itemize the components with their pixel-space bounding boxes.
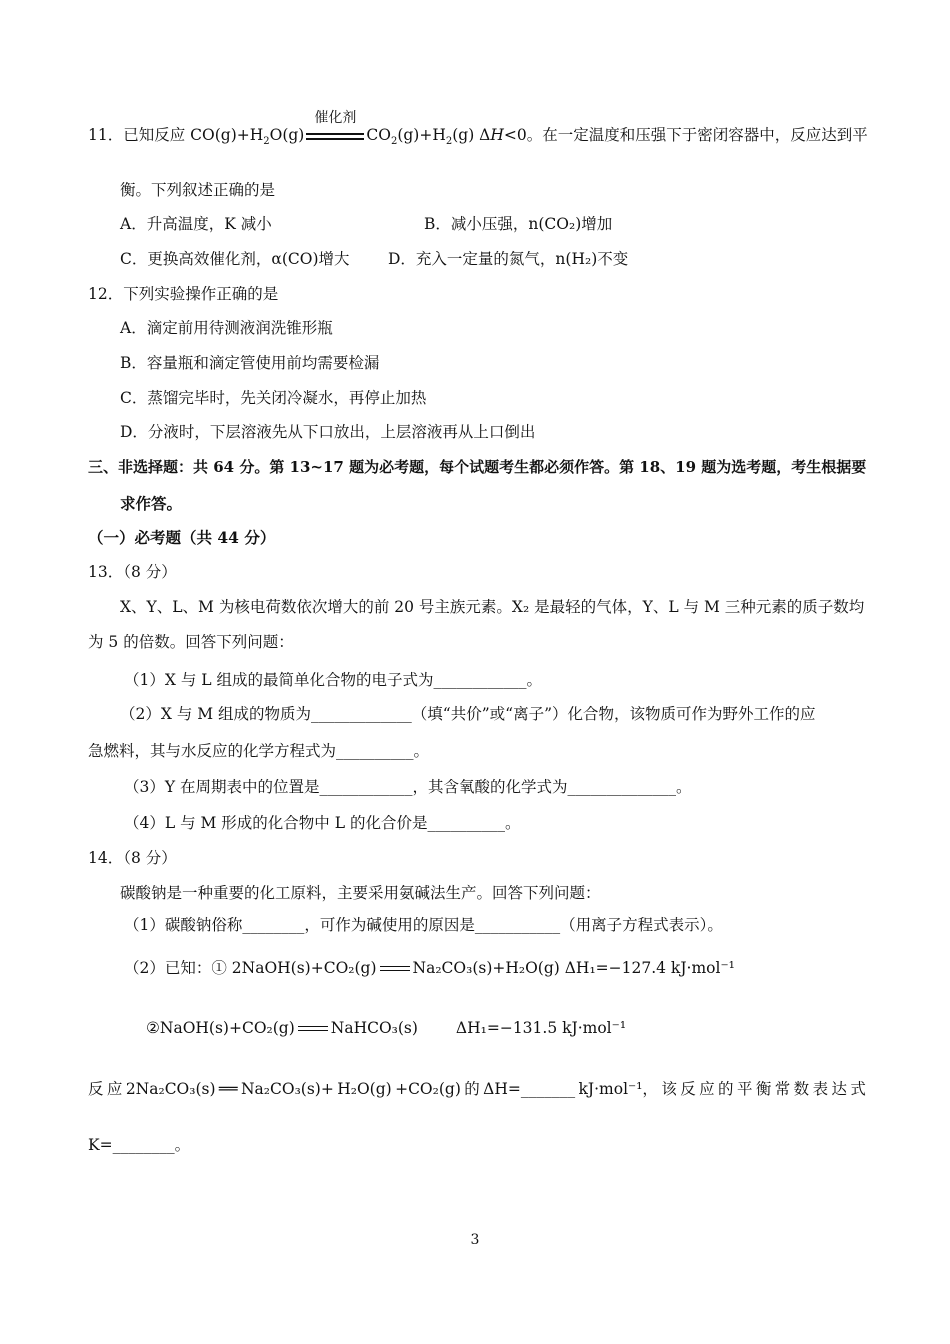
q13-part2: （2）X 与 M 组成的物质为_____________（填“共价”或“离子”）化合物，该物质可作为野外工作的应 <box>120 705 816 723</box>
page-number: 3 <box>470 1232 480 1248</box>
q14-part2-eq2: ②NaOH(s)+CO₂(g) NaHCO₃(s) ΔH₁=−131.5 kJ·mol⁻¹ <box>146 1019 627 1037</box>
q14-part1: （1）碳酸钠俗称________，可作为碱使用的原因是___________（用离子方程式表示）。 <box>124 916 723 934</box>
q14-stem: 碳酸钠是一种重要的化工原料，主要采用氨碱法生产。回答下列问题： <box>120 884 601 902</box>
reaction-token: 该 <box>661 1080 677 1098</box>
reaction-token: kJ·mol⁻¹， <box>578 1080 658 1098</box>
q13-part1: （1）X 与 L 组成的最简单化合物的电子式为____________。 <box>124 671 542 689</box>
reaction-token: 常 <box>774 1080 791 1098</box>
section3-subheading: （一）必考题（共 44 分） <box>88 528 276 547</box>
equals-arrow-icon <box>298 1025 328 1033</box>
reaction-token: 达 <box>831 1080 847 1098</box>
q12-option-a: A．滴定前用待测液润洗锥形瓶 <box>120 319 333 337</box>
q13-part4: （4）L 与 M 形成的化合物中 L 的化合价是__________。 <box>124 814 521 832</box>
reaction-token: ΔH=_______ <box>483 1080 576 1098</box>
q14-part2-eq1: （2）已知：① 2NaOH(s)+CO₂(g) Na₂CO₃(s)+H₂O(g) ΔH₁=−127.4 kJ·mol⁻¹ <box>124 959 735 977</box>
q13-part3: （3）Y 在周期表中的位置是____________，其含氧酸的化学式为______________。 <box>124 778 692 796</box>
reaction-token: 反 <box>680 1080 696 1098</box>
reaction-token: +CO₂(g) <box>395 1080 461 1098</box>
q13-stem-cont: 为 5 的倍数。回答下列问题： <box>88 633 294 651</box>
reaction-token: Na₂CO₃(s)+ <box>240 1080 334 1098</box>
reaction-token: ══ <box>218 1080 238 1098</box>
reaction-token: H₂O(g) <box>337 1080 392 1098</box>
q11-option-c: C．更换高效催化剂，α(CO)增大 <box>120 250 350 268</box>
q13-head: 13．（8 分） <box>88 563 177 581</box>
reaction-token: 2Na₂CO₃(s) <box>125 1080 216 1098</box>
reaction-token: 应 <box>699 1080 715 1098</box>
q12-option-c: C．蒸馏完毕时，先关闭冷凝水，再停止加热 <box>120 389 427 407</box>
q12-stem: 12．下列实验操作正确的是 <box>88 285 279 303</box>
reaction-token: 数 <box>793 1080 810 1098</box>
q11-option-d: D．充入一定量的氮气，n(H₂)不变 <box>388 250 629 268</box>
q11-option-b: B．减小压强，n(CO₂)增加 <box>424 215 613 233</box>
q11-stem: 11．已知反应 $CO(g)+H_2O(g)$ 催化剂 $CO_2(g)+H_2(g)$ ΔH<0。在一定温度和压强下于密闭容器中，反应达到平 <box>88 110 868 148</box>
q13-part2-cont: 急燃料，其与水反应的化学方程式为__________。 <box>88 742 430 760</box>
section3-heading: 三、非选择题：共 64 分。第 13~17 题为必考题，每个试题考生都必须作答。第 18、19 题为选考题，考生根据要 <box>88 458 867 476</box>
q14-k-expression: K=________。 <box>88 1136 191 1154</box>
equals-arrow-icon <box>380 965 410 973</box>
reaction-token: 表 <box>812 1080 829 1098</box>
reaction-token: 的 <box>464 1080 480 1098</box>
q11-option-a: A．升高温度，K 减小 <box>120 215 272 233</box>
reaction-token: 的 <box>718 1080 734 1098</box>
reaction-token: 式 <box>850 1080 866 1098</box>
section3-heading-cont: 求作答。 <box>120 494 183 513</box>
q11-stem-cont: 衡。下列叙述正确的是 <box>120 181 276 199</box>
q12-option-d: D．分液时，下层溶液先从下口放出，上层溶液再从上口倒出 <box>120 423 536 441</box>
q12-option-b: B．容量瓶和滴定管使用前均需要检漏 <box>120 354 380 372</box>
q13-stem: X、Y、L、M 为核电荷数依次增大的前 20 号主族元素。X₂ 是最轻的气体，Y、L 与 M 三种元素的质子数均 <box>120 598 865 616</box>
q14-reaction-line <box>88 1079 866 1099</box>
reaction-token: 反 <box>88 1080 104 1098</box>
reaction-token: 衡 <box>755 1080 772 1098</box>
q14-head: 14．（8 分） <box>88 849 177 867</box>
reaction-token: 平 <box>736 1080 753 1098</box>
reaction-token: 应 <box>106 1080 123 1098</box>
reversible-arrow-icon: 催化剂 <box>306 128 364 144</box>
